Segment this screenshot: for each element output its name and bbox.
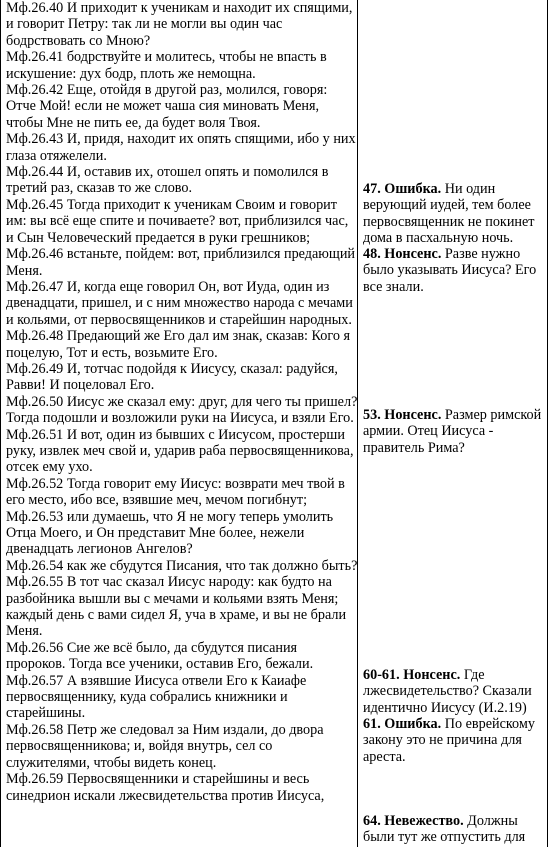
verse-26-54: Мф.26.54 как же сбудутся Писания, что так должно быть?: [6, 557, 358, 574]
note-53: [363, 407, 543, 456]
verse-26-42: Мф.26.42 Еще, отойдя в другой раз, молился, говоря: Отче Мой! если не может чаша сия миновать Меня, чтобы Мне не пить ее, да будет воля Твоя.: [6, 82, 328, 131]
note-61: [363, 716, 543, 765]
verse-26-48: Мф.26.48 Предающий же Его дал им знак, сказав: Кого я поцелую, Тот и есть, возьмите Его.: [6, 328, 350, 361]
note-text: Должны были тут же отпустить для: [363, 813, 526, 846]
table-border-left: [0, 0, 1, 847]
note-48: [363, 246, 543, 295]
verse-26-49: Мф.26.49 И, тотчас подойдя к Иисусу, сказал: радуйся, Равви! И поцеловал Его.: [6, 360, 338, 394]
note-label: 61. Ошибка.: [363, 716, 442, 732]
verse-26-52: Мф.26.52 Тогда говорит ему Иисус: возврати меч твой в его место, ибо все, взявшие меч, мечом погибнут;: [6, 475, 345, 509]
note-label: 48. Нонсенс.: [363, 246, 442, 262]
verse-26-55: Мф.26.55 В тот час сказал Иисус народу: как будто на разбойника вышли вы с мечами и кольями взять Меня; каждый день с вами сидел Я, уча в храме, и вы не брали Меня.: [6, 574, 347, 640]
note-text: Ни один верующий иудей, тем более первосвященник не покинет дома в пасхальную ночь.: [363, 181, 535, 247]
note-text: Где лжесвидетельство? Сказали идентично Иисусу (И.2.19): [363, 667, 532, 716]
note-label: 60-61. Нонсенс.: [363, 667, 461, 683]
verse-26-53: Мф.26.53 или думаешь, что Я не могу теперь умолить Отца Моего, и Он представит Мне более, нежели двенадцать легионов Ангелов?: [6, 508, 334, 558]
verse-column: [6, 0, 358, 804]
note-60-61: [363, 667, 543, 716]
note-47: [363, 181, 543, 247]
verse-26-50: Мф.26.50 Иисус же сказал ему: друг, для чего ты пришел? Тогда подошли и возложили руки на Иисуса, и взяли Его.: [6, 393, 358, 427]
verse-26-59: Мф.26.59 Первосвященники и старейшины и весь синедрион искали лжесвидетельства против Иисуса,: [6, 771, 325, 804]
note-text: По еврейскому закону это не причина для ареста.: [363, 716, 535, 765]
note-text: Разве нужно было указывать Иисуса? Его все знали.: [363, 246, 537, 295]
verse-26-56: Мф.26.56 Сие же всё было, да сбудутся писания пророков. Тогда все ученики, оставив Его, бежали.: [6, 639, 314, 673]
note-text: Размер римской армии. Отец Иисуса - правитель Рима?: [363, 407, 542, 456]
verse-26-41: Мф.26.41 бодрствуйте и молитесь, чтобы не впасть в искушение: дух бодр, плоть же немощна.: [6, 49, 327, 82]
verse-26-57: Мф.26.57 А взявшие Иисуса отвели Его к Каиафе первосвященнику, куда собрались книжники и старейшины.: [6, 672, 307, 722]
verse-26-46: Мф.26.46 встаньте, пойдем: вот, приблизился предающий Меня.: [6, 246, 355, 279]
note-64: [363, 813, 543, 846]
verse-26-45: Мф.26.45 Тогда приходит к ученикам Своим и говорит им: вы всё еще спите и почиваете? вот, приблизился час, и Сын Человеческий предается в руки грешников;: [6, 196, 349, 246]
verse-26-43: Мф.26.43 И, придя, находит их опять спящими, ибо у них глаза отяжелели.: [6, 131, 356, 164]
note-label: 47. Ошибка.: [363, 181, 442, 197]
verse-26-44: Мф.26.44 И, оставив их, отошел опять и помолился в третий раз, сказав то же слово.: [6, 164, 329, 197]
verse-26-47: Мф.26.47 И, когда еще говорил Он, вот Иуда, один из двенадцати, пришел, и с ним множество народа с мечами и кольями, от первосвященников и старейшин народных.: [6, 278, 353, 328]
verse-26-51: Мф.26.51 И вот, один из бывших с Иисусом, простерши руку, извлек меч свой и, ударив раба первосвященникова, отсек ему ухо.: [6, 426, 354, 476]
verse-26-40: Мф.26.40 И приходит к ученикам и находит их спящими, и говорит Петру: так ли не могли вы один час бодрствовать со Мною?: [6, 0, 353, 49]
verse-26-58: Мф.26.58 Петр же следовал за Ним издали, до двора первосвященникова; и, войдя внутрь, сел со служителями, чтобы видеть конец.: [6, 721, 324, 771]
note-label: 64. Невежество.: [363, 813, 464, 829]
note-label: 53. Нонсенс.: [363, 407, 442, 423]
